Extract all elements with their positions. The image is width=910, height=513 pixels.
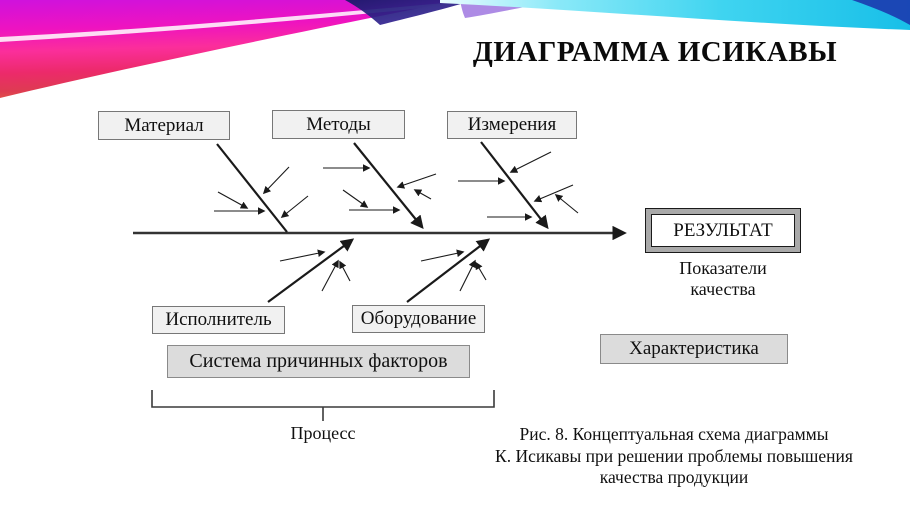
characteristic-label: Характеристика <box>629 338 759 359</box>
result-box-inner <box>651 214 795 247</box>
caption-line-2: К. Исикавы при решении проблемы повышения <box>495 445 853 466</box>
process-bracket <box>152 390 494 421</box>
main-branches <box>217 142 547 302</box>
caption-line-3: качества продукции <box>599 467 749 487</box>
result-label: РЕЗУЛЬТАТ <box>673 219 773 241</box>
branch-equipment <box>407 240 488 302</box>
cause-label-executor: Исполнитель <box>165 309 272 330</box>
quality-indicators-label: Показатели качества <box>679 258 767 299</box>
cause-box-methods <box>272 110 405 139</box>
causal-system-box <box>167 345 470 378</box>
branch-material <box>217 144 287 232</box>
cause-box-executor <box>152 306 285 334</box>
characteristic-box <box>600 334 788 364</box>
cause-box-material <box>98 111 230 140</box>
cause-label-measurements: Измерения <box>467 114 557 135</box>
result-box <box>645 208 801 253</box>
figure-caption <box>440 424 908 489</box>
cause-label-material: Материал <box>124 114 204 136</box>
branch-measure <box>481 142 547 227</box>
caption-line-1: Рис. 8. Концептуальная схема диаграммы <box>519 424 829 444</box>
causal-system-label: Система причинных факторов <box>189 350 448 372</box>
branch-executor <box>268 240 352 302</box>
sub-cause-arrows <box>214 152 578 291</box>
slide-title: ДИАГРАММА ИСИКАВЫ <box>472 36 838 68</box>
branch-methods <box>354 143 422 227</box>
cause-box-measurements <box>447 111 577 139</box>
cause-label-methods: Методы <box>306 113 371 135</box>
process-label: Процесс <box>290 423 356 443</box>
cause-label-equipment: Оборудование <box>360 308 477 329</box>
cause-box-equipment <box>352 305 485 333</box>
